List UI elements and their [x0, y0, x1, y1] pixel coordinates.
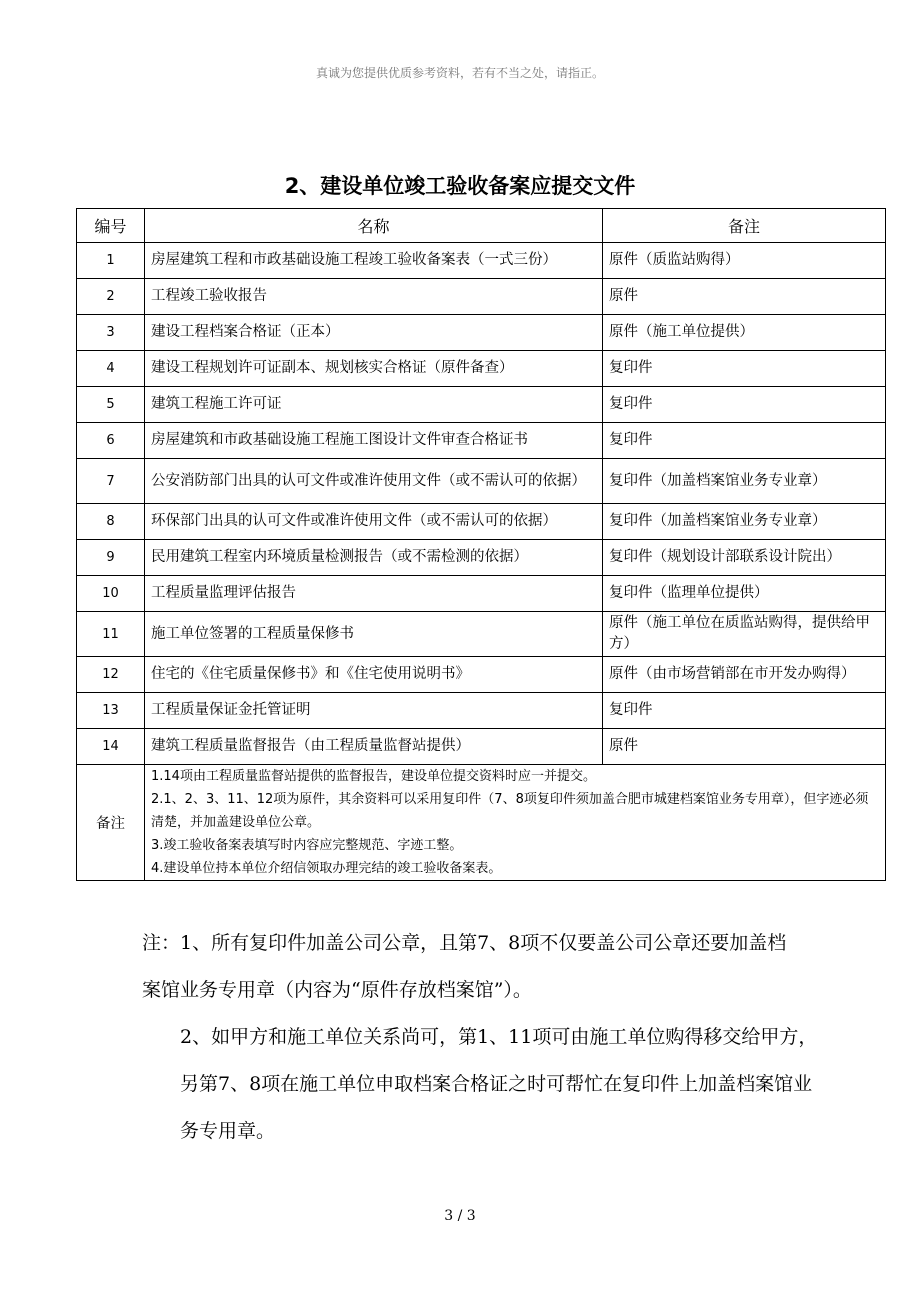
row-note: 复印件（加盖档案馆业务专业章） [603, 504, 886, 540]
header-number: 编号 [77, 209, 145, 243]
files-table [76, 208, 886, 881]
remark-item: 4.建设单位持本单位介绍信领取办理完结的竣工验收备案表。 [151, 861, 502, 876]
header-note: 备注 [603, 209, 886, 243]
row-name: 施工单位签署的工程质量保修书 [145, 612, 603, 657]
row-name: 建设工程规划许可证副本、规划核实合格证（原件备查） [145, 351, 603, 387]
table-row [77, 423, 886, 459]
table-row [77, 729, 886, 765]
row-name: 建筑工程施工许可证 [145, 387, 603, 423]
table-row [77, 459, 886, 504]
footnote-2: 2、如甲方和施工单位关系尚可，第1、11项可由施工单位购得移交给甲方，另第7、8项在施工单位申取档案合格证之时可帮忙在复印件上加盖档案馆业务专用章。 [180, 1026, 818, 1142]
page-number: 3 / 3 [444, 1208, 476, 1224]
row-number: 12 [77, 657, 145, 693]
table-row [77, 315, 886, 351]
row-name: 环保部门出具的认可文件或准许使用文件（或不需认可的依据） [145, 504, 603, 540]
table-row [77, 576, 886, 612]
table-row [77, 387, 886, 423]
row-name: 民用建筑工程室内环境质量检测报告（或不需检测的依据） [145, 540, 603, 576]
remarks-row [77, 765, 886, 881]
row-number: 10 [77, 576, 145, 612]
row-number: 7 [77, 459, 145, 504]
remarks-label: 备注 [77, 765, 145, 881]
row-number: 6 [77, 423, 145, 459]
row-number: 8 [77, 504, 145, 540]
row-number: 2 [77, 279, 145, 315]
header-note: 真诚为您提供优质参考资料，若有不当之处，请指正。 [315, 66, 604, 80]
row-note: 原件（质监站购得） [603, 243, 886, 279]
row-note: 原件 [603, 279, 886, 315]
table-row [77, 351, 886, 387]
row-note: 原件 [603, 729, 886, 765]
table-row [77, 693, 886, 729]
row-number: 11 [77, 612, 145, 657]
row-number: 1 [77, 243, 145, 279]
row-name: 公安消防部门出具的认可文件或准许使用文件（或不需认可的依据） [145, 459, 603, 504]
row-note: 复印件 [603, 387, 886, 423]
row-name: 建筑工程质量监督报告（由工程质量监督站提供） [145, 729, 603, 765]
row-note: 复印件 [603, 351, 886, 387]
row-note: 复印件（加盖档案馆业务专业章） [603, 459, 886, 504]
row-name: 工程质量监理评估报告 [145, 576, 603, 612]
table-row [77, 243, 886, 279]
remark-item: 2.1、2、3、11、12项为原件，其余资料可以采用复印件（7、8项复印件须加盖合肥市城建档案馆业务专用章），但字迹必须清楚，并加盖建设单位公章。 [151, 792, 869, 830]
row-note: 原件（施工单位在质监站购得，提供给甲方） [603, 612, 886, 657]
row-note: 复印件 [603, 423, 886, 459]
table-row [77, 612, 886, 657]
remarks-body [145, 765, 886, 881]
table-row [77, 657, 886, 693]
row-note: 原件（施工单位提供） [603, 315, 886, 351]
footnote-1: 注：1、所有复印件加盖公司公章，且第7、8项不仅要盖公司公章还要加盖档案馆业务专用章（内容为“原件存放档案馆”）。 [142, 932, 787, 1001]
row-number: 9 [77, 540, 145, 576]
row-number: 5 [77, 387, 145, 423]
remark-item: 1.14项由工程质量监督站提供的监督报告，建设单位提交资料时应一并提交。 [151, 769, 596, 784]
remark-item: 3.竣工验收备案表填写时内容应完整规范、字迹工整。 [151, 838, 463, 853]
row-number: 4 [77, 351, 145, 387]
row-number: 14 [77, 729, 145, 765]
row-name: 工程竣工验收报告 [145, 279, 603, 315]
header-name: 名称 [145, 209, 603, 243]
table-row [77, 540, 886, 576]
row-note: 复印件（规划设计部联系设计院出） [603, 540, 886, 576]
row-note: 复印件（监理单位提供） [603, 576, 886, 612]
page-title: 2、建设单位竣工验收备案应提交文件 [284, 174, 636, 198]
table-header-row [77, 209, 886, 243]
row-number: 3 [77, 315, 145, 351]
row-name: 住宅的《住宅质量保修书》和《住宅使用说明书》 [145, 657, 603, 693]
row-number: 13 [77, 693, 145, 729]
row-name: 建设工程档案合格证（正本） [145, 315, 603, 351]
table-row [77, 504, 886, 540]
row-name: 房屋建筑和市政基础设施工程施工图设计文件审查合格证书 [145, 423, 603, 459]
table-row [77, 279, 886, 315]
row-note: 原件（由市场营销部在市开发办购得） [603, 657, 886, 693]
row-note: 复印件 [603, 693, 886, 729]
row-name: 房屋建筑工程和市政基础设施工程竣工验收备案表（一式三份） [145, 243, 603, 279]
row-name: 工程质量保证金托管证明 [145, 693, 603, 729]
